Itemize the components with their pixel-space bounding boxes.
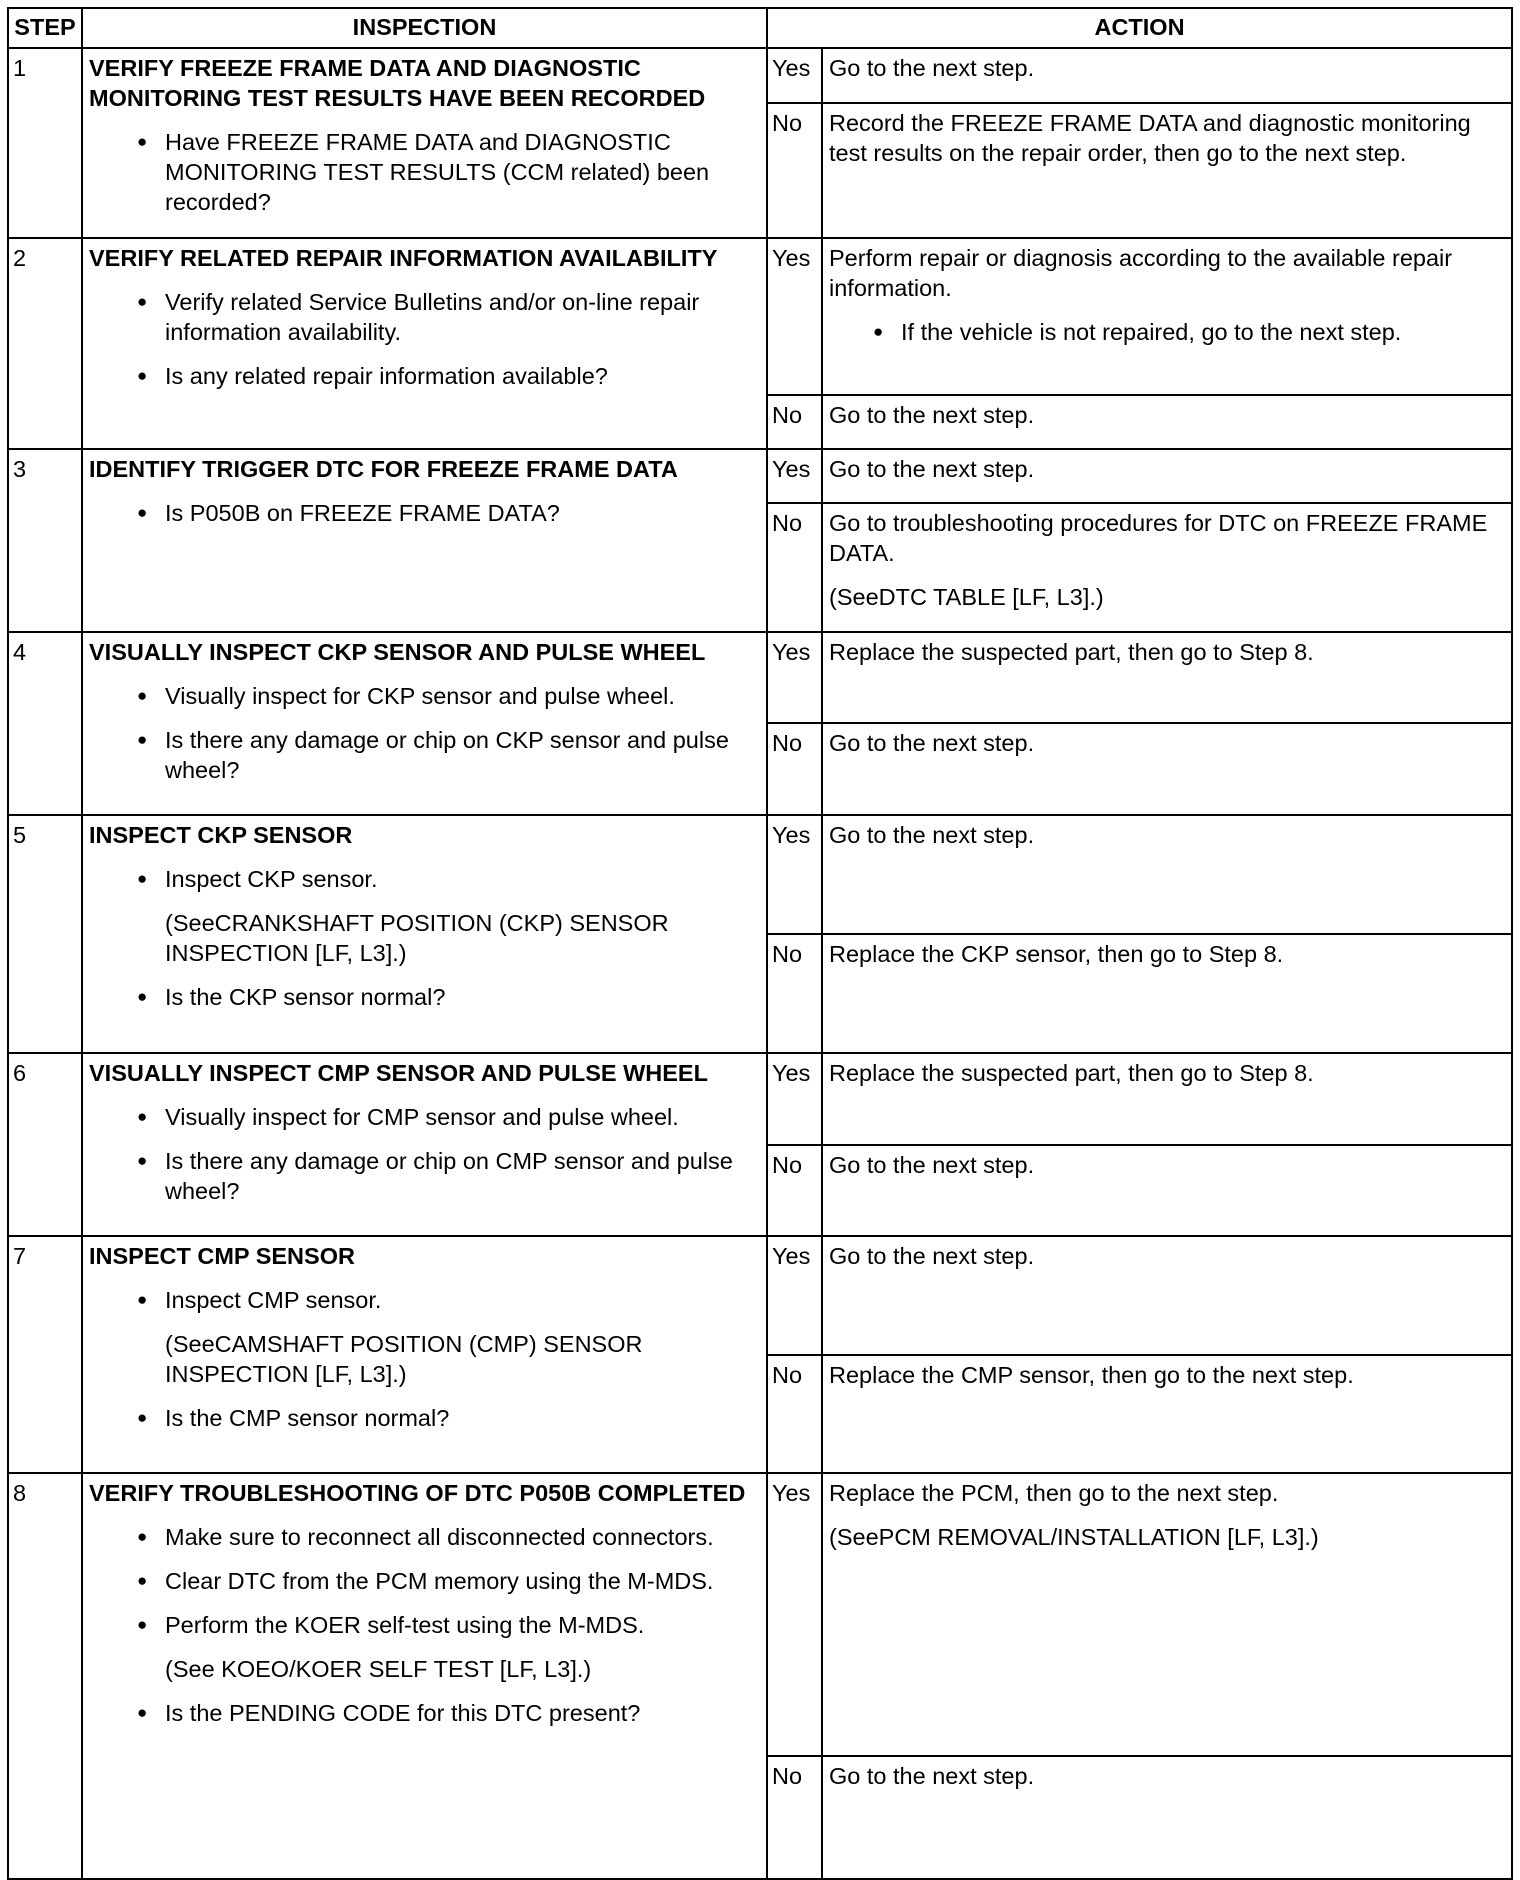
action-text: Go to the next step. (829, 1763, 1035, 1789)
inspection-title: VERIFY FREEZE FRAME DATA AND DIAGNOSTIC MONITORING TEST RESULTS HAVE BEEN RECORDED (89, 55, 706, 111)
reference-text: (SeePCM REMOVAL/INSTALLATION [LF, L3].) (829, 1524, 1319, 1550)
action-text: Go to troubleshooting procedures for DTC on FREEZE FRAME DATA. (829, 510, 1488, 566)
table-row (8, 1236, 1512, 1355)
step-number: 5 (8, 815, 82, 1053)
yes-label: Yes (767, 1236, 822, 1355)
inspection-cell (82, 815, 767, 1053)
action-text: Go to the next step. (829, 55, 1035, 81)
yes-action (822, 1053, 1512, 1145)
yes-action (822, 449, 1512, 503)
list-item: ● Is there any damage or chip on CMP sensor and pulse wheel? (89, 1146, 760, 1206)
reference-text: (SeeCRANKSHAFT POSITION (CKP) SENSOR INSPECTION [LF, L3].) (165, 910, 669, 966)
yes-action (822, 1236, 1512, 1355)
no-action (822, 934, 1512, 1053)
list-item: ● Is the CMP sensor normal? (89, 1403, 760, 1433)
inspection-cell (82, 1236, 767, 1473)
action-text: Go to the next step. (829, 402, 1035, 428)
list-item: ● Perform the KOER self-test using the M-MDS. (89, 1610, 760, 1640)
inspection-list (89, 864, 760, 894)
inspection-cell (82, 632, 767, 815)
inspection-title: VISUALLY INSPECT CKP SENSOR AND PULSE WHEEL (89, 639, 706, 665)
inspection-title: INSPECT CKP SENSOR (89, 822, 353, 848)
no-action (822, 503, 1512, 632)
inspection-title: VERIFY RELATED REPAIR INFORMATION AVAILABILITY (89, 245, 718, 271)
no-label: No (767, 1756, 822, 1879)
list-item: ● Is any related repair information available? (89, 361, 760, 391)
inspection-cell (82, 449, 767, 632)
action-list (829, 317, 1505, 347)
no-label: No (767, 103, 822, 238)
inspection-title: VERIFY TROUBLESHOOTING OF DTC P050B COMPLETED (89, 1480, 746, 1506)
inspection-title: IDENTIFY TRIGGER DTC FOR FREEZE FRAME DATA (89, 456, 678, 482)
yes-label: Yes (767, 815, 822, 934)
reference-text: (SeeCAMSHAFT POSITION (CMP) SENSOR INSPECTION [LF, L3].) (165, 1331, 643, 1387)
no-label: No (767, 1355, 822, 1473)
table-row (8, 815, 1512, 934)
list-item: ● Inspect CMP sensor. (89, 1285, 760, 1315)
no-action (822, 103, 1512, 238)
inspection-list (89, 982, 760, 1012)
inspection-cell (82, 1053, 767, 1236)
list-item: ● Is the PENDING CODE for this DTC present? (89, 1698, 760, 1728)
list-item: ● Inspect CKP sensor. (89, 864, 760, 894)
header-step: STEP (8, 8, 82, 48)
yes-action (822, 1473, 1512, 1756)
no-label: No (767, 723, 822, 815)
no-action (822, 395, 1512, 449)
inspection-list (89, 1522, 760, 1640)
diagnostic-procedure-table (7, 7, 1513, 1880)
action-text: Go to the next step. (829, 456, 1035, 482)
table-row (8, 1473, 1512, 1756)
inspection-list (89, 1285, 760, 1315)
yes-label: Yes (767, 238, 822, 395)
yes-label: Yes (767, 1473, 822, 1756)
reference-text: (See KOEO/KOER SELF TEST [LF, L3].) (165, 1656, 592, 1682)
action-text: Record the FREEZE FRAME DATA and diagnostic monitoring test results on the repair order, then go to the next step. (829, 110, 1471, 166)
list-item: ● Is there any damage or chip on CKP sensor and pulse wheel? (89, 725, 760, 785)
list-item: ● Visually inspect for CMP sensor and pulse wheel. (89, 1102, 760, 1132)
inspection-list (89, 1403, 760, 1433)
step-number: 4 (8, 632, 82, 815)
yes-action (822, 632, 1512, 723)
yes-label: Yes (767, 1053, 822, 1145)
yes-action (822, 48, 1512, 103)
list-item: ● Is the CKP sensor normal? (89, 982, 760, 1012)
inspection-cell (82, 1473, 767, 1879)
reference-text: (SeeDTC TABLE [LF, L3].) (829, 584, 1104, 610)
inspection-list (89, 1102, 760, 1206)
no-label: No (767, 934, 822, 1053)
no-action (822, 723, 1512, 815)
list-item: ● Visually inspect for CKP sensor and pulse wheel. (89, 681, 760, 711)
header-row (8, 8, 1512, 48)
action-text: Replace the CMP sensor, then go to the next step. (829, 1362, 1354, 1388)
action-text: Go to the next step. (829, 730, 1035, 756)
list-item: ● Make sure to reconnect all disconnected connectors. (89, 1522, 760, 1552)
no-label: No (767, 395, 822, 449)
step-number: 8 (8, 1473, 82, 1879)
list-item: ● Clear DTC from the PCM memory using the M-MDS. (89, 1566, 760, 1596)
action-text: Replace the PCM, then go to the next step. (829, 1480, 1279, 1506)
header-inspection: INSPECTION (82, 8, 767, 48)
table-row (8, 48, 1512, 103)
yes-action (822, 238, 1512, 395)
step-number: 2 (8, 238, 82, 449)
inspection-list (89, 287, 760, 391)
yes-label: Yes (767, 449, 822, 503)
no-action (822, 1355, 1512, 1473)
inspection-list (89, 498, 760, 528)
action-text: Perform repair or diagnosis according to the available repair information. (829, 245, 1453, 301)
header-action: ACTION (767, 8, 1512, 48)
inspection-list (89, 1698, 760, 1728)
no-action (822, 1145, 1512, 1236)
action-text: Go to the next step. (829, 1152, 1035, 1178)
table-row (8, 1053, 1512, 1145)
yes-action (822, 815, 1512, 934)
inspection-list (89, 681, 760, 785)
list-item: ● Have FREEZE FRAME DATA and DIAGNOSTIC MONITORING TEST RESULTS (CCM related) been recorded? (89, 127, 760, 217)
inspection-cell (82, 48, 767, 238)
inspection-cell (82, 238, 767, 449)
action-text: Go to the next step. (829, 822, 1035, 848)
table-row (8, 449, 1512, 503)
list-item: ● If the vehicle is not repaired, go to the next step. (829, 317, 1505, 347)
no-label: No (767, 503, 822, 632)
no-action (822, 1756, 1512, 1879)
action-text: Replace the suspected part, then go to Step 8. (829, 639, 1314, 665)
action-text: Replace the suspected part, then go to Step 8. (829, 1060, 1314, 1086)
list-item: ● Is P050B on FREEZE FRAME DATA? (89, 498, 760, 528)
table-row (8, 238, 1512, 395)
inspection-title: INSPECT CMP SENSOR (89, 1243, 355, 1269)
list-item: ● Verify related Service Bulletins and/or on-line repair information availability. (89, 287, 760, 347)
step-number: 6 (8, 1053, 82, 1236)
action-text: Go to the next step. (829, 1243, 1035, 1269)
inspection-list (89, 127, 760, 217)
action-text: Replace the CKP sensor, then go to Step 8. (829, 941, 1284, 967)
table-row (8, 632, 1512, 723)
yes-label: Yes (767, 632, 822, 723)
no-label: No (767, 1145, 822, 1236)
yes-label: Yes (767, 48, 822, 103)
step-number: 7 (8, 1236, 82, 1473)
step-number: 1 (8, 48, 82, 238)
step-number: 3 (8, 449, 82, 632)
inspection-title: VISUALLY INSPECT CMP SENSOR AND PULSE WHEEL (89, 1060, 708, 1086)
